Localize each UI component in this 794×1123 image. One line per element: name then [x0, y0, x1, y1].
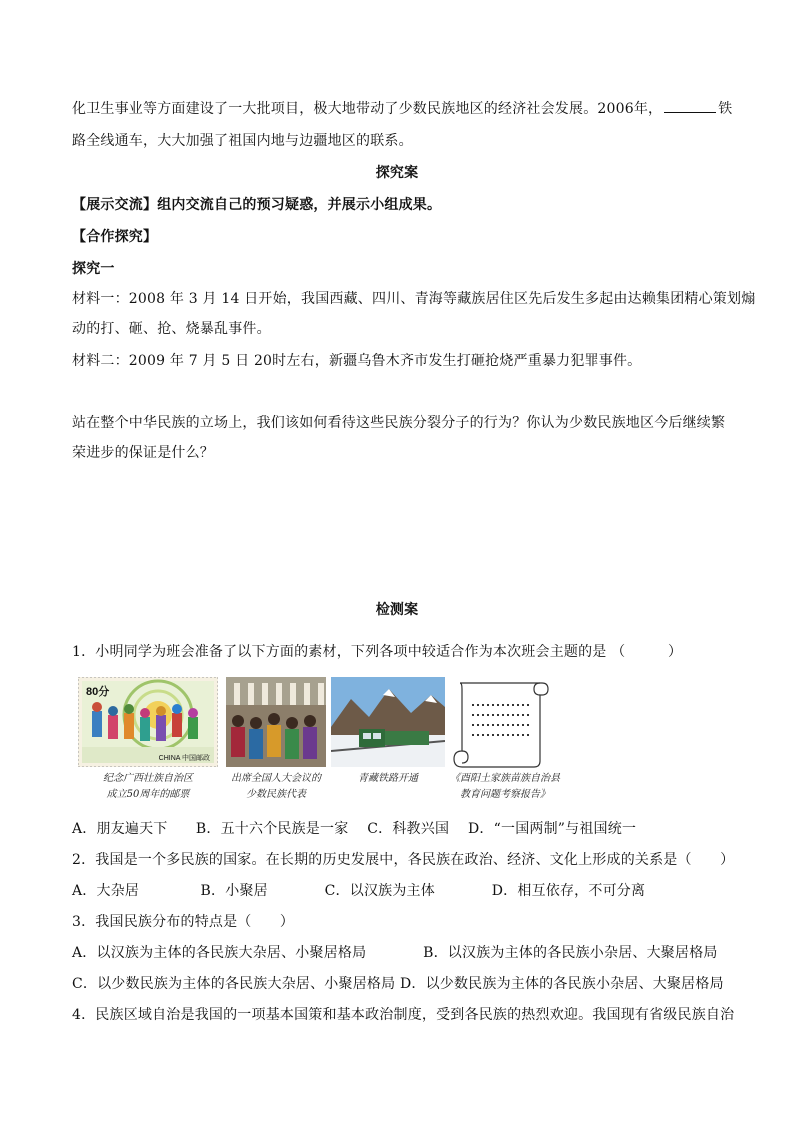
question-line-2: 荣进步的保证是什么？: [72, 445, 214, 461]
report-scroll-image: [450, 677, 552, 769]
display-exchange-label: 【展示交流】组内交流自己的预习疑惑，并展示小组成果。: [72, 197, 442, 213]
inquiry-one-label: 探究一: [72, 261, 115, 277]
section-heading-jiance: 检测案: [375, 602, 419, 618]
railway-illustration: [331, 677, 445, 767]
caption-representatives-line-1: 出席全国人大会议的: [231, 773, 321, 784]
caption-railway: [331, 771, 445, 787]
stamp-value-text: [86, 683, 109, 699]
representatives-illustration: [226, 677, 326, 767]
stamp-unit: 分: [98, 686, 110, 698]
question-1-options: A．朋友遍天下 B．五十六个民族是一家 C．科教兴国 D．“一国两制”与祖国统一: [72, 821, 637, 837]
fill-blank[interactable]: [664, 98, 716, 113]
material-two: 材料二：2009 年 7 月 5 日 20时左右，新疆乌鲁木齐市发生打砸抢烧严重暴力犯罪事件。: [72, 353, 642, 369]
caption-representatives-line-2: 少数民族代表: [246, 789, 306, 800]
caption-stamp: [78, 771, 218, 803]
caption-report-line-1: 《酉阳土家族苗族自治县: [450, 773, 560, 784]
question-4: 4．民族区域自治是我国的一项基本国策和基本政治制度，受到各民族的热烈欢迎。我国现有省级民族自治: [72, 1007, 735, 1023]
scroll-icon: [450, 677, 552, 769]
question-3-options-cd: C．以少数民族为主体的各民族大杂居、小聚居格局 D．以少数民族为主体的各民族小杂居、大聚居格局: [72, 976, 724, 992]
caption-stamp-line-2: 成立50周年的邮票: [106, 789, 190, 800]
intro-text-1b: 铁: [718, 101, 733, 117]
stamp-image: [78, 677, 218, 767]
question-1: 1．小明同学为班会准备了以下方面的素材，下列各项中较适合作为本次班会主题的是 （ ）: [72, 644, 683, 660]
caption-stamp-line-1: 纪念广西壮族自治区: [103, 773, 193, 784]
caption-report-line-2: 教育问题考察报告》: [460, 789, 550, 800]
representatives-photo: [226, 677, 326, 767]
question-3-options-ab: A．以汉族为主体的各民族大杂居、小聚居格局 B．以汉族为主体的各民族小杂居、大聚居格局: [72, 945, 718, 961]
caption-representatives: [216, 771, 336, 803]
caption-report: [440, 771, 570, 803]
stamp-country-text: CHINA 中国邮政: [158, 755, 210, 762]
intro-text-1a: 化卫生事业等方面建设了一大批项目，极大地带动了少数民族地区的经济社会发展。2006年，: [72, 101, 663, 117]
material-one-line-2: 动的打、砸、抢、烧暴乱事件。: [72, 321, 271, 337]
stamp-value: 80: [86, 686, 99, 698]
intro-line-1: [72, 98, 732, 120]
caption-railway-line-1: 青藏铁路开通: [358, 773, 418, 784]
cooperation-label: 【合作探究】: [72, 229, 158, 245]
intro-line-2: 路全线通车，大大加强了祖国内地与边疆地区的联系。: [72, 133, 413, 149]
section-heading-tanjiu: 探究案: [375, 165, 419, 181]
question-2: 2．我国是一个多民族的国家。在长期的历史发展中，各民族在政治、经济、文化上形成的关系是（ ）: [72, 852, 735, 868]
question-line-1: 站在整个中华民族的立场上，我们该如何看待这些民族分裂分子的行为？你认为少数民族地区今后继续繁: [72, 415, 726, 431]
material-one-line-1: 材料一：2008 年 3 月 14 日开始，我国西藏、四川、青海等藏族居住区先后发生多起由达赖集团精心策划煽: [72, 291, 756, 307]
railway-photo: [331, 677, 445, 767]
question-2-options: A．大杂居 B．小聚居 C．以汉族为主体 D．相互依存，不可分离: [72, 883, 646, 899]
question-3: 3．我国民族分布的特点是（ ）: [72, 914, 295, 930]
